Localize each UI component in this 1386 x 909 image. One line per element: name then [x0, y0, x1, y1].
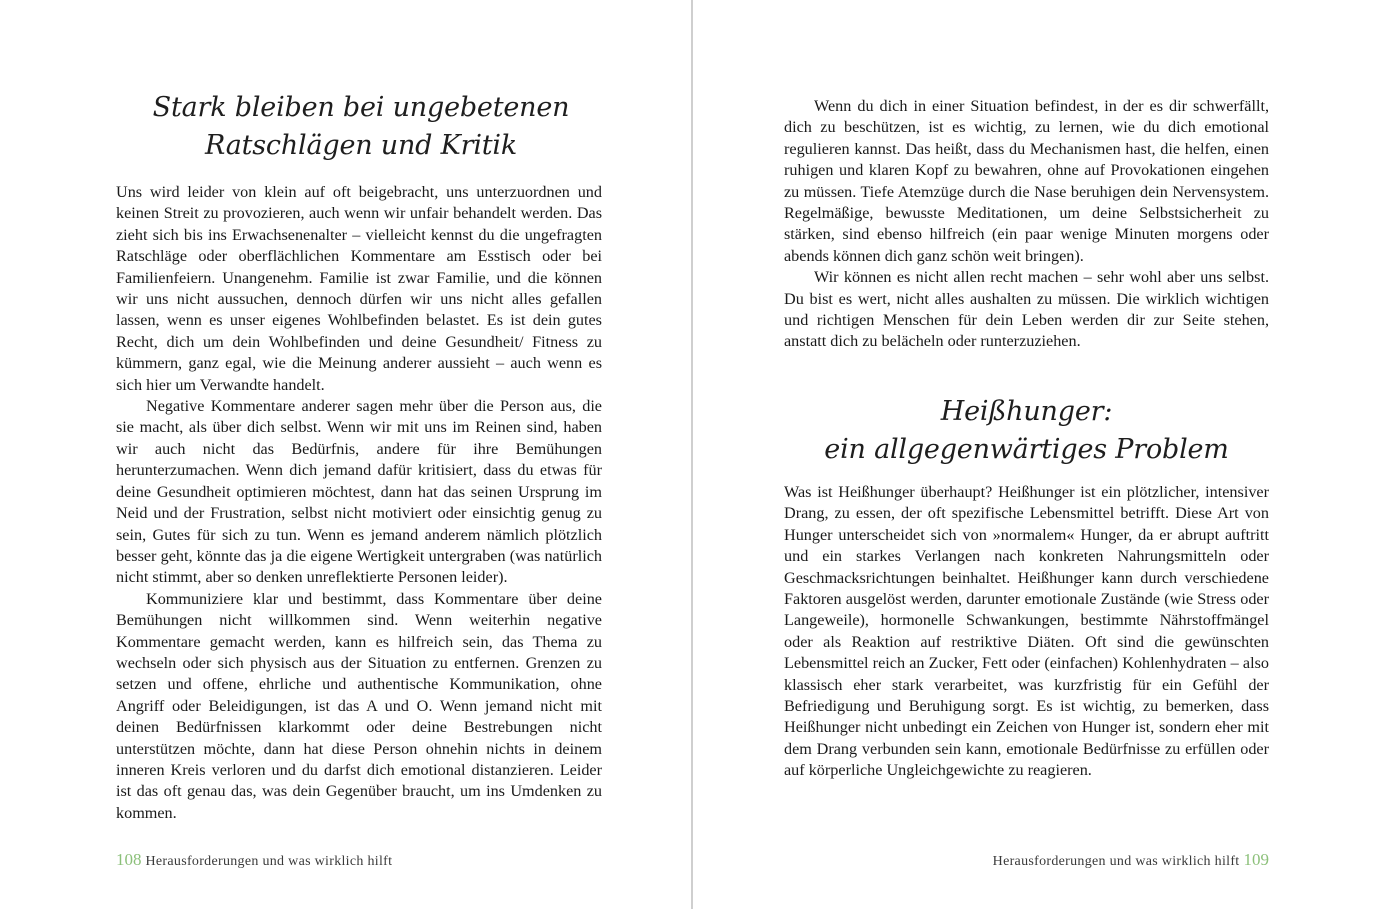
right-page-footer [993, 850, 1269, 870]
left-page-heading [116, 89, 606, 165]
right-paragraph-3: Was ist Heißhunger überhaupt? Heißhunger ist ein plötzlicher, intensiver Drang, zu essen, der oft spezifische Lebensmittel betrifft. Diese Art von Hunger unterscheidet sich von »normalem« Hunger, da er abrupt auftritt und ein starkes Verlangen nach konkreten Nahrungsmitteln oder Geschmacksrichtungen beinhaltet. Heißhunger kann durch verschiedene Faktoren ausgelöst werden, darunter emotionale Zustände (wie Stress oder Langeweile), hormonelle Schwankungen, bestimmte Nährstoffmängel oder als Reaktion auf restriktive Diäten. Oft sind die gewünschten Lebensmittel reich an Zucker, Fett oder (einfachen) Kohlenhydraten – also klassisch eher stark verarbeitet, was kurzfristig für ein Gefühl der Befriedigung und Beruhigung sorgt. Es ist wichtig, zu bemerken, dass Heißhunger nicht unbedingt ein Zeichen von Hunger ist, sondern eher mit dem Drang verbunden sein kann, emotionale Bedürfnisse zu erfüllen oder auf körperliche Ungleichgewichte zu reagieren. [784, 483, 1269, 780]
right-paragraph-1: Wenn du dich in einer Situation befindest, in der es dir schwerfällt, dich zu beschützen, ist es wichtig, zu lernen, wie du dich emotional regulieren kannst. Das heißt, dass du Mechanismen hast, die helfen, einen ruhigen und klaren Kopf zu bewahren, ohne auf Provokationen eingehen zu müssen. Tiefe Atemzüge durch die Nase beruhigen dein Nervensystem. Regelmäßige, bewusste Meditationen, um deine Selbstsicherheit zu stärken, sind ebenso hilfreich (ein paar wenige Minuten morgens oder abends können dich ganz schön weit bringen). [784, 97, 1269, 265]
left-paragraph-3: Kommuniziere klar und bestimmt, dass Kommentare über deine Bemühungen nicht willkommen sind. Wenn weiterhin negative Kommentare gemacht werden, kann es hilfreich sein, das Thema zu wechseln oder sich physisch aus der Situation zu entfernen. Grenzen zu setzen und offene, ehrliche und authentische Kommunikation, ohne Angriff oder Beleidigungen, ist das A und O. Wenn jemand nicht mit deinen Bedürfnissen klarkommt oder deine Bestrebungen nicht unterstützen möchte, dann hat diese Person ohnehin nichts in deinem inneren Kreis verloren und du darfst dich emotional distanzieren. Leider ist das oft genau das, was dein Gegenüber braucht, um ins Umdenken zu kommen. [116, 589, 602, 822]
right-page [693, 0, 1386, 909]
left-heading-line-2: Ratschlägen und Kritik [204, 130, 518, 161]
right-page-heading [784, 393, 1269, 469]
left-heading-line-1: Stark bleiben bei ungebetenen [152, 92, 570, 123]
page-number-left: 108 [116, 850, 142, 869]
running-title-right: Herausforderungen und was wirklich hilft [992, 854, 1240, 869]
page-number-right: 109 [1243, 850, 1269, 869]
left-paragraph-2: Negative Kommentare anderer sagen mehr über die Person aus, die sie macht, als über dich selbst. Wenn wir mit uns im Reinen sind, haben wir auch nicht das Bedürfnis, andere für ihre Bemühungen herunterzumachen. Wenn dich jemand dafür kritisiert, dass du etwas für deine Gesundheit optimieren möchtest, dann hat das seinen Ursprung im Neid und der Frustration, selbst nicht motiviert oder einsichtig genug zu sein, Gutes für sich zu tun. Wenn es jemand anderem nämlich plötzlich besser geht, könnte das ja die eigene Wertigkeit untergraben (was natürlich nicht stimmt, aber so denken unreflektierte Personen leider). [116, 397, 602, 587]
right-page-section-body [784, 482, 1269, 782]
running-title-left: Herausforderungen und was wirklich hilft [145, 854, 393, 869]
right-paragraph-2: Wir können es nicht allen recht machen – sehr wohl aber uns selbst. Du bist es wert, nicht alles aushalten zu müssen. Die wirklich wichtigen und richtigen Menschen für dein Leben werden dir zur Seite stehen, anstatt dich zu belächeln oder runterzuziehen. [784, 268, 1269, 351]
left-paragraph-1: Uns wird leider von klein auf oft beigebracht, uns unterzuordnen und keinen Streit zu provozieren, auch wenn wir unfair behandelt werden. Das zieht sich bis ins Erwachsenenalter – vielleicht kennst du die ungefragten Ratschläge oder oberflächlichen Kommentare am Esstisch oder bei Familienfeiern. Unangenehm. Familie ist zwar Familie, und die können wir uns nicht aussuchen, dennoch dürfen wir uns nicht alles gefallen lassen, wenn es unser eigenes Wohlbefinden belastet. Es ist dein gutes Recht, dich um dein Wohlbefinden und deine Gesundheit/ Fitness zu kümmern, ganz egal, wie die Meinung anderer aussieht – auch wenn es sich hier um Verwandte handelt. [116, 183, 602, 394]
right-heading-line-2: ein allgegenwärtiges Problem [824, 434, 1229, 465]
right-heading-line-1: Heißhunger: [940, 396, 1113, 427]
left-page [0, 0, 691, 909]
left-page-body [116, 182, 602, 824]
left-page-footer [116, 850, 392, 870]
right-page-intro [784, 96, 1269, 353]
